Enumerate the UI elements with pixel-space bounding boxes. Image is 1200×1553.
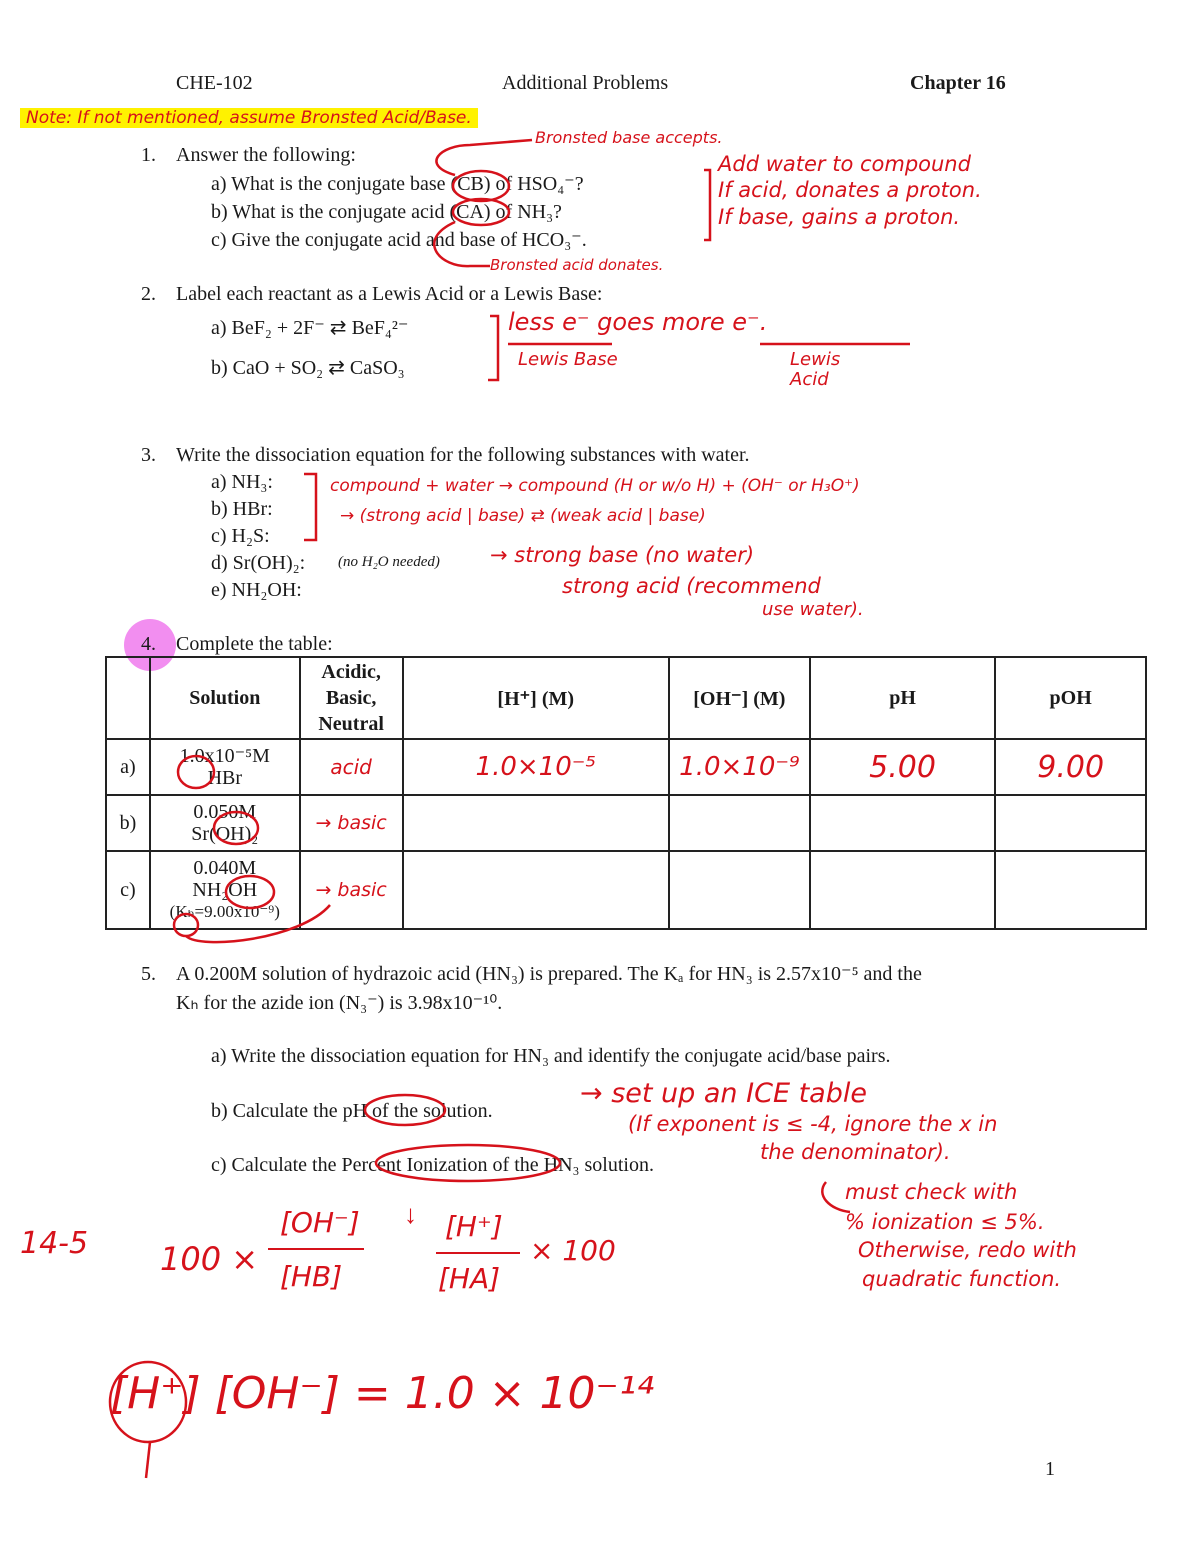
formula-kw: [H⁺] [OH⁻] = 1.0 × 10⁻¹⁴ — [110, 1368, 655, 1419]
arrow-annotation — [146, 1442, 150, 1478]
chapter-label: Chapter 16 — [910, 72, 1006, 94]
q5-part-c: c) Calculate the Percent Ionization of the HN₃ solution. — [211, 1154, 654, 1176]
q4-stem: Complete the table: — [176, 633, 333, 655]
q3-part-d-note: (no H₂O needed) — [338, 554, 440, 570]
highlighted-note: Note: If not mentioned, assume Bronsted Acid/Base. — [20, 108, 478, 128]
header-cell: Solution — [150, 657, 300, 739]
page-number: 1 — [1045, 1458, 1055, 1480]
note-14-5: 14-5 — [20, 1226, 89, 1261]
solution-line: 0.040M — [193, 857, 257, 879]
bracket-annotation — [304, 474, 316, 540]
note-q3-line1: compound + water → compound (H or w/o H) + (OH⁻ or H₃O⁺) — [330, 476, 860, 496]
note-less-more: less e⁻ goes more e⁻. — [508, 308, 768, 336]
q3-part-c: c) H₂S: — [211, 525, 270, 547]
q3-part-e: e) NH₂OH: — [211, 579, 302, 601]
q3-number: 3. — [141, 444, 156, 466]
arrow-annotation — [436, 140, 532, 175]
q1-part-b: b) What is the conjugate acid (CA) of NH₃? — [211, 201, 562, 223]
note-check-1: must check with — [845, 1180, 1018, 1204]
circle-annotation — [178, 756, 214, 788]
header-cell: Acidic, Basic, Neutral — [300, 657, 403, 739]
q2-number: 2. — [141, 283, 156, 305]
formula-oh: [OH⁻] — [280, 1206, 360, 1239]
note-check-2: % ionization ≤ 5%. — [845, 1210, 1045, 1234]
oh-cell[interactable]: 1.0×10⁻⁹ — [669, 739, 810, 795]
circle-annotation — [453, 171, 509, 201]
page-heading: Additional Problems — [502, 72, 669, 94]
solution-line: (Kₕ=9.00x10⁻⁹) — [169, 902, 280, 921]
course-code: CHE-102 — [176, 72, 253, 94]
note-q3-line5: use water). — [762, 599, 864, 620]
note-q3-line3: → strong base (no water) — [490, 543, 755, 567]
h-cell[interactable]: 1.0×10⁻⁵ — [403, 739, 669, 795]
row-label: a) — [106, 739, 150, 795]
circle-annotation — [226, 876, 274, 908]
q1-stem: Answer the following: — [176, 144, 356, 166]
q1-part-a: a) What is the conjugate base (CB) of HSO₄⁻? — [211, 173, 584, 195]
note-ice-3: the denominator). — [760, 1140, 951, 1164]
note-rule-3: If base, gains a proton. — [718, 205, 961, 229]
circle-annotation — [376, 1145, 560, 1181]
note-ice-1: → set up an ICE table — [580, 1078, 867, 1109]
abn-cell[interactable]: → basic — [300, 795, 403, 851]
q3-part-b: b) HBr: — [211, 498, 273, 520]
q3-part-a: a) NH₃: — [211, 471, 273, 493]
q5-stem-line2: Kₕ for the azide ion (N₃⁻) is 3.98x10⁻¹⁰. — [176, 992, 503, 1014]
solution-line: HBr — [207, 767, 243, 789]
solution-line: Sr(OH)₂ — [191, 823, 259, 845]
note-check-3: Otherwise, redo with — [858, 1238, 1077, 1262]
bracket-annotation — [704, 170, 710, 240]
circle-annotation — [174, 914, 198, 936]
header-cell: [OH⁻] (M) — [669, 657, 810, 739]
q4-number: 4. — [141, 633, 156, 655]
circle-annotation — [453, 199, 509, 225]
note-lewis-acid: Lewis Acid — [790, 349, 841, 390]
circle-annotation — [365, 1095, 445, 1125]
header-cell: [H⁺] (M) — [403, 657, 669, 739]
q1-number: 1. — [141, 144, 156, 166]
note-rule-1: Add water to compound — [718, 152, 971, 176]
note-rule-2: If acid, donates a proton. — [718, 178, 982, 202]
abn-cell[interactable]: → basic — [300, 851, 403, 929]
solution-line: NH₂OH — [192, 879, 258, 901]
down-arrow-icon: ↓ — [404, 1200, 417, 1229]
note-q3-line2: → (strong acid | base) ⇄ (weak acid | base) — [340, 506, 706, 526]
abn-cell[interactable]: acid — [300, 739, 403, 795]
note-bronsted-acid: Bronsted acid donates. — [490, 256, 664, 274]
note-ice-2: (If exponent is ≤ -4, ignore the x in — [628, 1112, 998, 1136]
arrow-annotation — [434, 222, 490, 266]
note-lewis-base: Lewis Base — [518, 349, 618, 370]
circle-annotation — [214, 812, 258, 844]
circle-annotation — [110, 1362, 186, 1442]
poh-cell[interactable]: 9.00 — [995, 739, 1146, 795]
note-check-4: quadratic function. — [862, 1267, 1062, 1291]
arrow-annotation — [186, 905, 330, 942]
q1-part-c: c) Give the conjugate acid and base of HCO₃⁻. — [211, 229, 587, 251]
note-q3-line4: strong acid (recommend — [562, 574, 821, 598]
bracket-annotation — [488, 316, 498, 380]
q5-stem-line1: A 0.200M solution of hydrazoic acid (HN₃) is prepared. The Kₐ for HN₃ is 2.57x10⁻⁵ and the — [176, 963, 922, 985]
formula-ha: [HA] — [438, 1262, 501, 1295]
solution-line: 1.0x10⁻⁵M — [179, 745, 270, 767]
q2-part-a: a) BeF₂ + 2F⁻ ⇄ BeF₄²⁻ — [211, 317, 409, 339]
row-label: b) — [106, 795, 150, 851]
header-cell: pH — [810, 657, 995, 739]
row-label: c) — [106, 851, 150, 929]
q5-part-b: b) Calculate the pH of the solution. — [211, 1100, 493, 1122]
header-cell: pOH — [995, 657, 1146, 739]
formula-hb: [HB] — [280, 1260, 343, 1293]
q3-stem: Write the dissociation equation for the following substances with water. — [176, 444, 750, 466]
arrow-annotation — [822, 1182, 850, 1212]
solution-line: 0.050M — [193, 801, 257, 823]
q3-part-d: d) Sr(OH)₂: — [211, 552, 306, 574]
q2-part-b: b) CaO + SO₂ ⇄ CaSO₃ — [211, 357, 405, 379]
ph-cell[interactable]: 5.00 — [810, 739, 995, 795]
q5-part-a: a) Write the dissociation equation for HN₃ and identify the conjugate acid/base pairs. — [211, 1045, 891, 1067]
formula-times-100: × 100 — [530, 1234, 616, 1267]
note-bronsted-base: Bronsted base accepts. — [535, 128, 723, 147]
q5-number: 5. — [141, 963, 156, 985]
q2-stem: Label each reactant as a Lewis Acid or a Lewis Base: — [176, 283, 603, 305]
formula-h: [H⁺] — [445, 1210, 503, 1243]
formula-100x: 100 × — [160, 1240, 259, 1278]
